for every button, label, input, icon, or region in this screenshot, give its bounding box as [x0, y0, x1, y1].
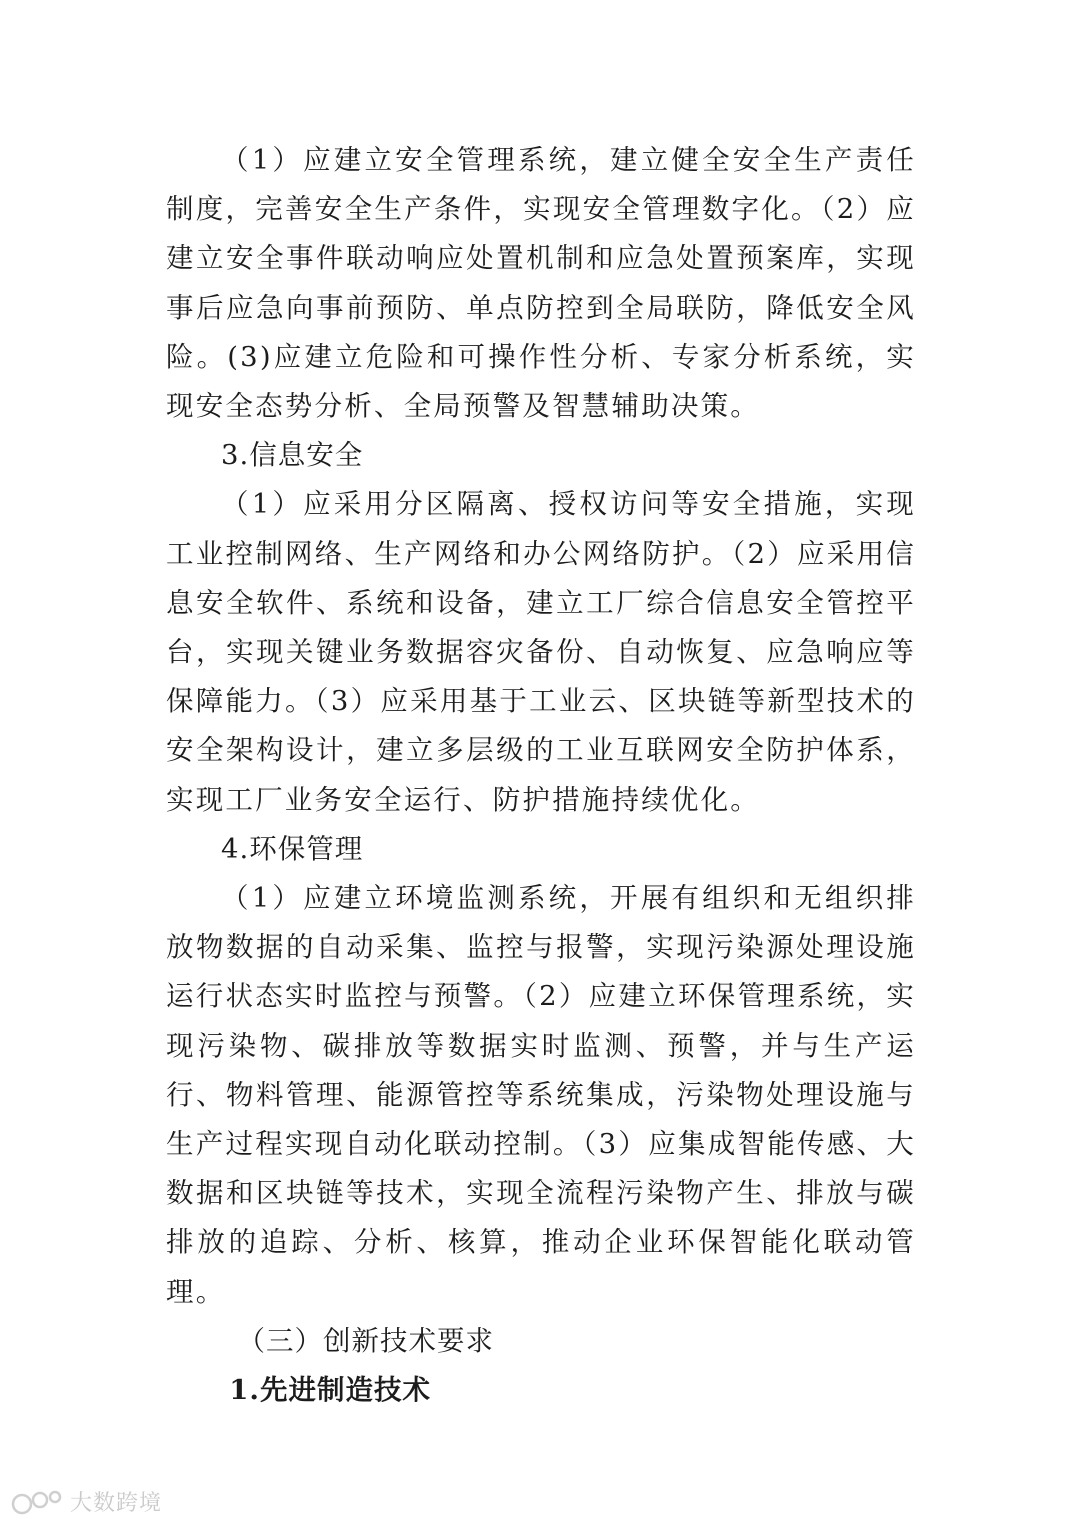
- section-heading-information-security: 3.信息安全: [221, 439, 364, 472]
- paragraph-safety-management: （1）应建立安全管理系统，建立健全安全生产责任制度，完善安全生产条件，实现安全管理数字化。（2）应建立安全事件联动响应处置机制和应急处置预案库，实现事后应急向事前预防、单点防控到全局联防，降低安全风险。(3)应建立危险和可操作性分析、专家分析系统，实现安全态势分析、全局预警及智慧辅助决策。: [166, 144, 916, 423]
- section-heading-innovation-requirements: （三）创新技术要求: [237, 1324, 494, 1357]
- logo-icon: [10, 1487, 64, 1517]
- section-heading-advanced-manufacturing: 1.先进制造技术: [229, 1374, 431, 1407]
- watermark: [10, 1486, 162, 1517]
- paragraph-information-security: （1）应采用分区隔离、授权访问等安全措施，实现工业控制网络、生产网络和办公网络防护。（2）应采用信息安全软件、系统和设备，建立工厂综合信息安全管控平台，实现关键业务数据容灾备份、自动恢复、应急响应等保障能力。（3）应采用基于工业云、区块链等新型技术的安全架构设计，建立多层级的工业互联网安全防护体系，实现工厂业务安全运行、防护措施持续优化。: [166, 488, 916, 816]
- document-body: [166, 136, 916, 1415]
- paragraph-environmental-management: （1）应建立环境监测系统，开展有组织和无组织排放物数据的自动采集、监控与报警，实现污染源处理设施运行状态实时监控与预警。（2）应建立环保管理系统，实现污染物、碳排放等数据实时监测、预警，并与生产运行、物料管理、能源管控等系统集成，污染物处理设施与生产过程实现自动化联动控制。（3）应集成智能传感、大数据和区块链等技术，实现全流程污染物产生、排放与碳排放的追踪、分析、核算，推动企业环保智能化联动管理。: [166, 882, 916, 1308]
- section-heading-environmental-management: 4.环保管理: [221, 832, 364, 865]
- watermark-text: 大数跨境: [70, 1491, 163, 1516]
